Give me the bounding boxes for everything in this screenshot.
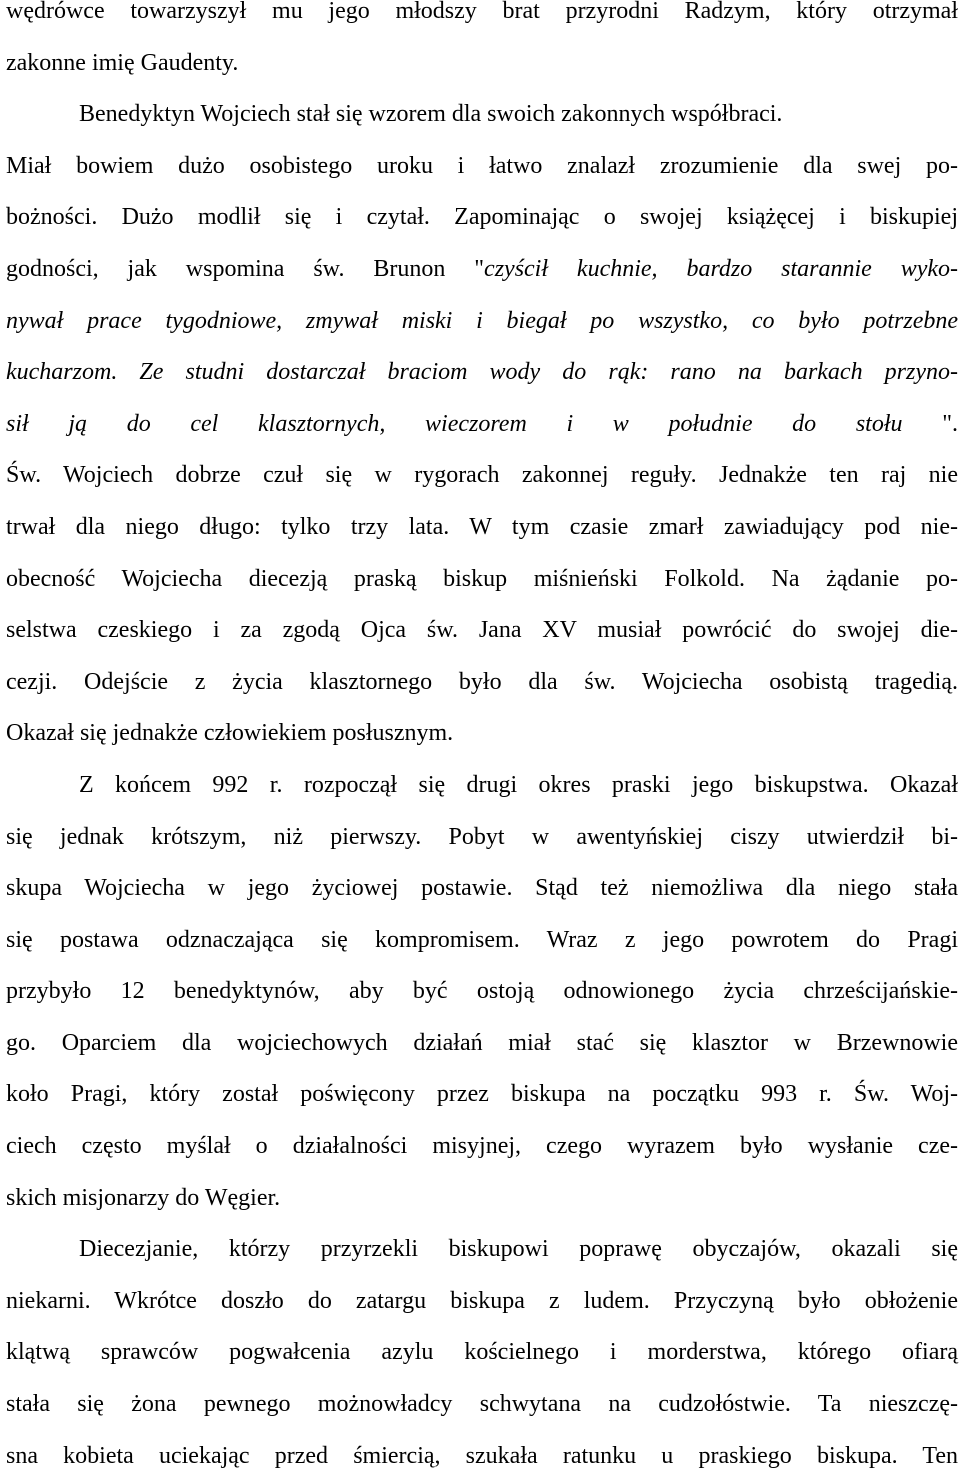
text-run: trwał dla niego długo: tylko trzy lata. W tym czasie zmarł zawiadujący pod nie- <box>6 513 958 540</box>
text-run: stała się żona pewnego możnowładcy schwytana na cudzołóstwie. Ta nieszczę- <box>6 1391 958 1418</box>
text-run: cezji. Odejście z życia klasztornego było dla św. Wojciecha osobistą tragedią. <box>6 668 958 695</box>
italic-quote-run: kucharzom. Ze studni dostarczał braciom wody do rąk: rano na barkach przyno- <box>6 359 958 386</box>
text-line-10 <box>6 450 958 502</box>
text-run: skupa Wojciecha w jego życiowej postawie. Stąd też niemożliwa dla niego stała <box>6 875 958 902</box>
text-line-6 <box>6 244 958 296</box>
text-run: go. Oparciem dla wojciechowych działań miał stać się klasztor w Brzewnowie <box>6 1029 958 1056</box>
italic-quote-run: nywał prace tygodniowe, zmywał miski i biegał po wszystko, co było potrzebne <box>6 307 958 334</box>
text-run: sna kobieta uciekając przed śmiercią, szukała ratunku u praskiego biskupa. Ten <box>6 1442 958 1469</box>
text-run: bożności. Dużo modlił się i czytał. Zapominając o swojej książęcej i biskupiej <box>6 204 958 231</box>
text-line-27 <box>6 1327 958 1379</box>
text-run: przybyło 12 benedyktynów, aby być ostoją odnowionego życia chrześcijańskie- <box>6 978 958 1005</box>
text-run: wędrówce towarzyszył mu jego młodszy brat przyrodni Radzym, który otrzymał <box>6 0 958 24</box>
text-run: się jednak krótszym, niż pierwszy. Pobyt w awentyńskiej ciszy utwierdził bi- <box>6 823 958 850</box>
text-line-25 <box>6 1224 958 1276</box>
text-line-21 <box>6 1018 958 1070</box>
text-line-23 <box>6 1121 958 1173</box>
document-page <box>6 0 958 1482</box>
text-line-5 <box>6 192 958 244</box>
text-line-14 <box>6 657 958 709</box>
text-line-1 <box>6 0 958 38</box>
text-line-18 <box>6 863 958 915</box>
text-run: zakonne imię Gaudenty. <box>6 49 239 76</box>
text-line-17 <box>6 812 958 864</box>
text-run: obecność Wojciecha diecezją praską biskup miśnieński Folkold. Na żądanie po- <box>6 565 958 592</box>
text-line-16 <box>6 760 958 812</box>
text-run: Z końcem 992 r. rozpoczął się drugi okres praski jego biskupstwa. Okazał <box>79 771 958 798</box>
italic-quote-run: sił ją do cel klasztornych, wieczorem i w południe do stołu <box>6 410 943 437</box>
text-run: Św. Wojciech dobrze czuł się w rygorach zakonnej reguły. Jednakże ten raj nie <box>6 462 958 489</box>
text-line-2 <box>6 38 958 90</box>
text-line-19 <box>6 915 958 967</box>
text-run: klątwą sprawców pogwałcenia azylu kościelnego i morderstwa, którego ofiarą <box>6 1339 958 1366</box>
text-line-26 <box>6 1276 958 1328</box>
text-run: godności, jak wspomina św. Brunon " <box>6 255 485 282</box>
text-line-24 <box>6 1173 958 1225</box>
text-run: koło Pragi, który został poświęcony przez biskupa na początku 993 r. Św. Woj- <box>6 1081 958 1108</box>
text-line-3 <box>6 89 958 141</box>
text-run: ciech często myślał o działalności misyjnej, czego wyrazem było wysłanie cze- <box>6 1133 958 1160</box>
text-run: Diecezjanie, którzy przyrzekli biskupowi poprawę obyczajów, okazali się <box>79 1236 958 1263</box>
text-line-22 <box>6 1069 958 1121</box>
italic-quote-run: czyścił kuchnie, bardzo starannie wyko- <box>484 255 958 282</box>
text-line-29 <box>6 1431 958 1482</box>
text-run: niekarni. Wkrótce doszło do zatargu biskupa z ludem. Przyczyną było obłożenie <box>6 1287 958 1314</box>
text-run: skich misjonarzy do Węgier. <box>6 1184 281 1211</box>
text-line-7 <box>6 296 958 348</box>
text-run: selstwa czeskiego i za zgodą Ojca św. Jana XV musiał powrócić do swojej die- <box>6 617 958 644</box>
text-line-11 <box>6 502 958 554</box>
text-run: się postawa odznaczająca się kompromisem. Wraz z jego powrotem do Pragi <box>6 926 958 953</box>
text-run: Miał bowiem dużo osobistego uroku i łatwo znalazł zrozumienie dla swej po- <box>6 152 958 179</box>
text-line-9 <box>6 399 958 451</box>
text-line-12 <box>6 554 958 606</box>
text-run: Benedyktyn Wojciech stał się wzorem dla swoich zakonnych współbraci. <box>79 101 783 128</box>
text-line-28 <box>6 1379 958 1431</box>
text-line-15 <box>6 708 958 760</box>
text-line-8 <box>6 347 958 399</box>
text-run: Okazał się jednakże człowiekiem posłusznym. <box>6 720 454 747</box>
text-line-13 <box>6 605 958 657</box>
text-run: ". <box>942 410 958 437</box>
text-line-20 <box>6 966 958 1018</box>
text-line-4 <box>6 141 958 193</box>
